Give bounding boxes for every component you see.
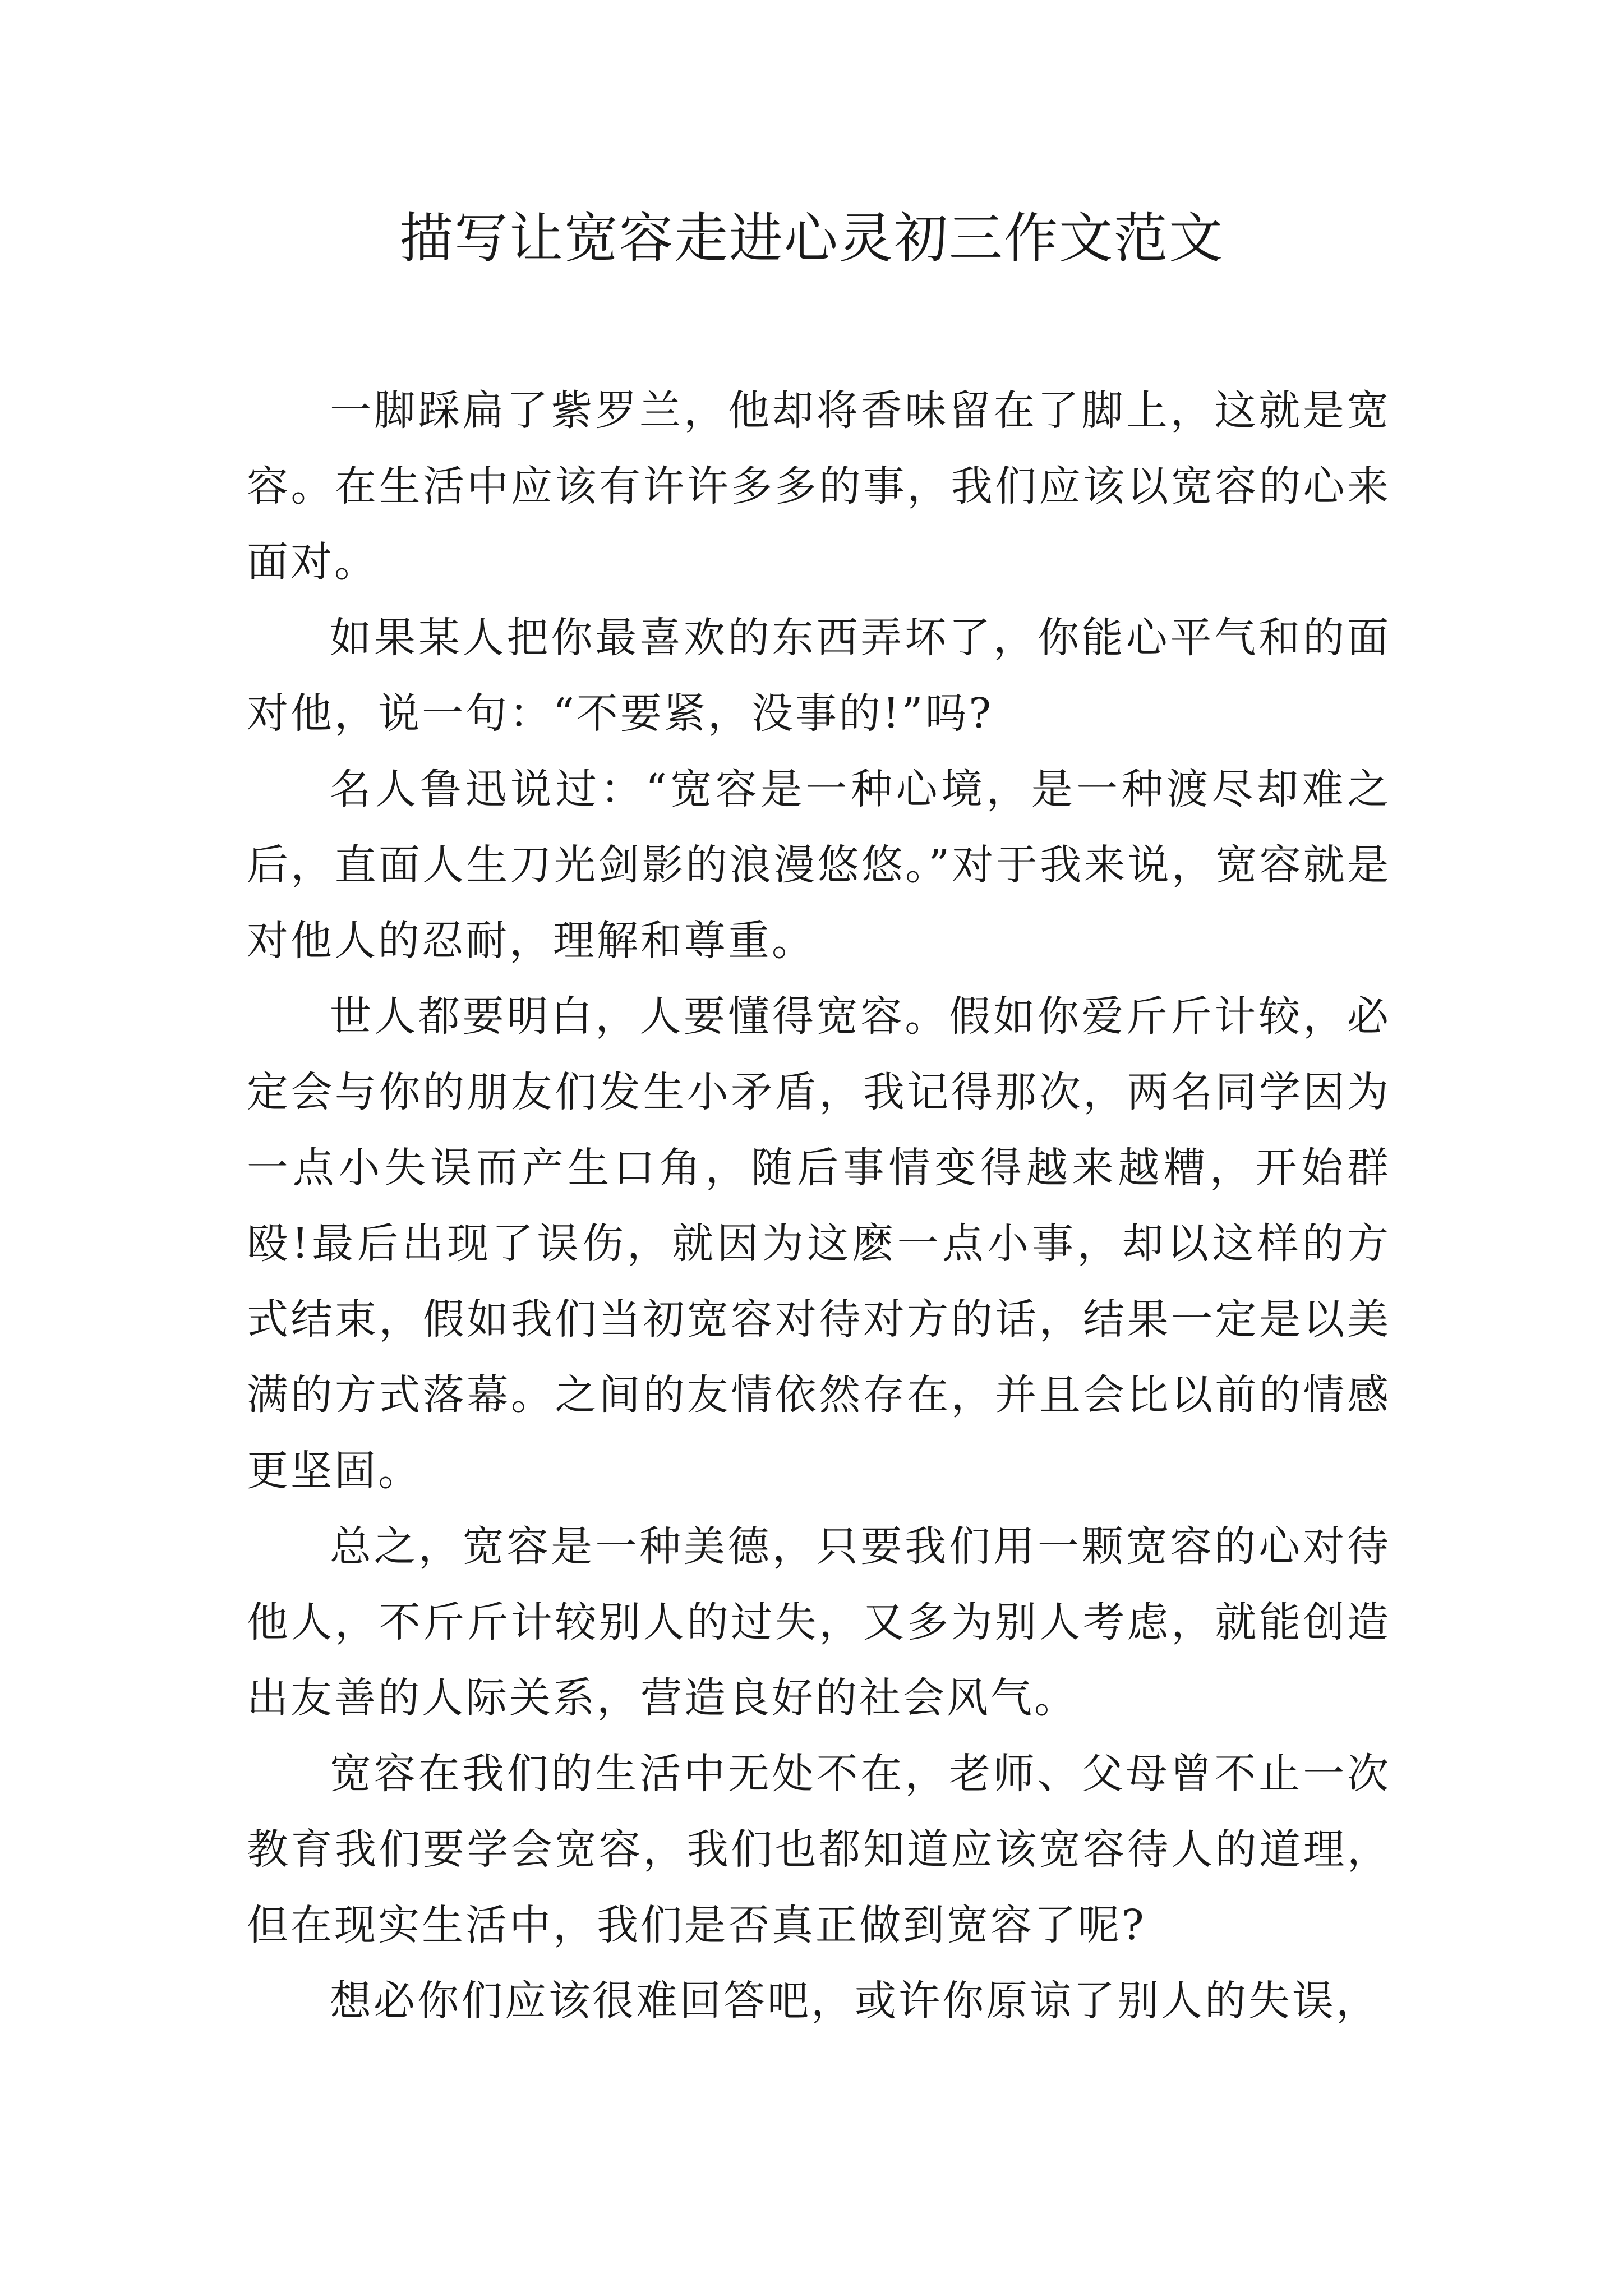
document-body (247, 373, 1391, 2039)
paragraph: 如果某人把你最喜欢的东西弄坏了，你能心平气和的面对他，说一句：“不要紧，没事的!”吗? (247, 614, 1391, 738)
paragraph: 总之，宽容是一种美德，只要我们用一颗宽容的心对待他人，不斤斤计较别人的过失，又多为别人考虑，就能创造出友善的人际关系，营造良好的社会风气。 (247, 1522, 1391, 1722)
paragraph: 世人都要明白，人要懂得宽容。假如你爱斤斤计较，必定会与你的朋友们发生小矛盾，我记得那次，两名同学因为一点小失误而产生口角，随后事情变得越来越糟，开始群殴!最后出现了误伤，就因为这麽一点小事，却以这样的方式结束，假如我们当初宽容对待对方的话，结果一定是以美满的方式落幕。之间的友情依然存在，并且会比以前的情感更坚固。 (247, 992, 1391, 1495)
paragraph: 一脚踩扁了紫罗兰，他却将香味留在了脚上，这就是宽容。在生活中应该有许许多多的事，我们应该以宽容的心来面对。 (247, 386, 1391, 586)
paragraph: 名人鲁迅说过：“宽容是一种心境，是一种渡尽却难之后，直面人生刀光剑影的浪漫悠悠。”对于我来说，宽容就是对他人的忍耐，理解和尊重。 (247, 765, 1391, 965)
paragraph: 想必你们应该很难回答吧，或许你原谅了别人的失误， (330, 1977, 1380, 2025)
paragraph: 宽容在我们的生活中无处不在，老师、父母曾不止一次教育我们要学会宽容，我们也都知道应该宽容待人的道理，但在现实生活中，我们是否真正做到宽容了呢? (247, 1750, 1391, 1949)
document-title: 描写让宽容走进心灵初三作文范文 (399, 207, 1224, 270)
